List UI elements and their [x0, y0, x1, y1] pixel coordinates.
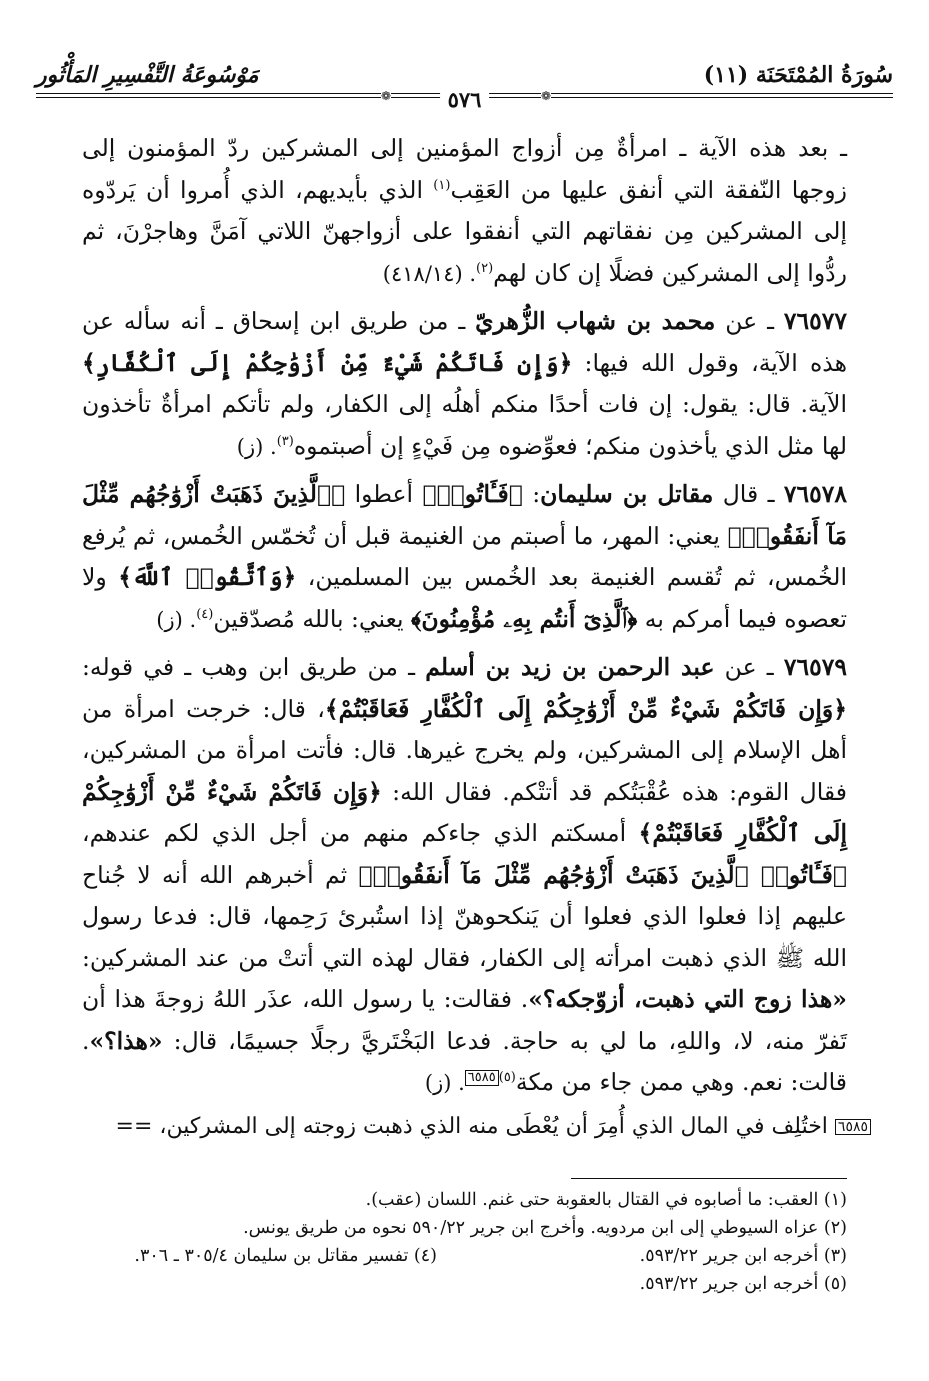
book-title: مَوْسُوعَةُ التَّفْسِيرِ المَأْثُور — [36, 62, 259, 88]
footnote: (٢) عزاه السيوطي إلى ابن مردويه. وأخرج ابن جرير ٥٩٠/٢٢ نحوه من طريق يونس. — [243, 1218, 847, 1238]
footnote: (٣) أخرجه ابن جرير ٥٩٣/٢٢. — [639, 1246, 847, 1266]
page-body — [82, 128, 847, 1105]
footnote-rule — [571, 1178, 847, 1179]
quran-quote: ﴿ٱلَّذِينَ ذَهَبَتْ أَزْوَٰجُهُم مِّثْلَ مَآ أَنفَقُوا۟﴾ — [82, 480, 847, 550]
source-ref: . (ز) — [236, 434, 277, 459]
note-ref-box: ٦٥٨٥ — [465, 1070, 499, 1086]
quran-quote: ﴿فَـَٔاتُوا۟﴾ — [422, 480, 523, 508]
ornament-icon: ❁ — [381, 89, 392, 103]
footnote: (١) العقب: ما أصابوه في القتال بالعقوبة حتى غنم. اللسان (عقب). — [365, 1190, 847, 1210]
footnote-marker: (٤) — [196, 606, 214, 622]
source-ref: . (ز) — [424, 1071, 465, 1095]
page-number: ٥٧٦ — [440, 90, 490, 110]
quran-quote: ﴿وَإِن فَاتَكُمْ شَيْءٌ مِّنْ أَزْوَٰجِكُمْ إِلَى ٱلْكُفَّارِ﴾ — [82, 348, 573, 377]
quran-quote: ﴿وَإِن فَاتَكُمْ شَيْءٌ مِّنْ أَزْوَٰجِكُمْ إِلَى ٱلْكُفَّارِ فَعَاقَبْتُمْ﴾ — [82, 777, 848, 847]
footnote-marker: (٢) — [476, 260, 494, 276]
note-ref-box: ٦٥٨٥ — [835, 1119, 871, 1135]
source-ref: . (ز) — [156, 607, 197, 632]
editor-note — [51, 1112, 871, 1142]
surah-title: سُورَةُ المُمْتَحَنَة (١١) — [703, 62, 893, 88]
narrator-name: محمد بن شهاب الزُّهريّ — [475, 307, 716, 335]
footnote-marker: (٥) — [498, 1070, 516, 1086]
page-header — [36, 60, 893, 112]
paragraph: ـ بعد هذه الآية ـ امرأةٌ مِن أزواج المؤمنين إلى المشركين ردّ المؤمنون إلى زوجها النّفقة التي أنفق عليها من العَقِب$^{(١)}$ الذي بأيديهم، الذي أُمروا أن يَردّوه إلى المشركين مِن نفقاتهم التي أنفقوا على أزواجهنّ اللاتي آمَنَّ وهاجرْنَ، ثم ردُّوا إلى المشركين فضلًا إن كان لهم$^{(٢)}$. (٤١٨/١٤) — [82, 134, 847, 287]
athar-number: ٧٦٥٧٨ — [783, 480, 848, 508]
narrator-name: مقاتل بن سليمان — [540, 480, 714, 508]
paragraph: ٧٦٥٧٩ ـ عن عبد الرحمن بن زيد بن أسلم ـ من طريق ابن وهب ـ في قوله: ﴿وَإِن فَاتَكُمْ شَيْءٌ مِّنْ أَزْوَٰجِكُمْ إِلَى ٱلْكُفَّارِ فَعَاقَبْتُمْ﴾، قال: خرجت امرأة من أهل الإسلام إلى المشركين، ولم يخرج غيرها. قال: فأتت امرأة من المشركين، فقال القوم: هذه عُقْبَتُكم قد أتتْكم. فقال الله: ﴿وَإِن فَاتَكُمْ شَيْءٌ مِّنْ أَزْوَٰجِكُمْ إِلَى ٱلْكُفَّارِ فَعَاقَبْتُمْ﴾ أمسكتم الذي جاءكم منهم من أجل الذي لكم عندهم، ﴿فَـَٔاتُوا۟ ٱلَّذِينَ ذَهَبَتْ أَزْوَٰجُهُم مِّثْلَ مَآ أَنفَقُوا۟﴾ ثم أخبرهم الله أنه لا جُناح عليهم إذا فعلوا الذي فعلوا أن يَنكحوهنّ إذا استُبرئ رَحِمها، قال: فدعا رسول الله ﷺ الذي ذهبت امرأته إلى الكفار، فقال لهذه التي أتتْ من عند المشركين: «هذا زوج التي ذهبت، أزوّجكه؟». فقالت: يا رسول الله، عذَر اللهُ زوجةَ هذا أن تَفرّ منه، لا، واللهِ، ما لي به حاجة. فدعا البَخْتَريَّ رجلًا جسيمًا، قال: «هذا؟». قالت: نعم. وهي ممن جاء من مكة$^{(٥)}$٦٥٨٥. (ز) — [82, 653, 848, 1096]
footnote-marker: (٣) — [276, 433, 294, 449]
source-ref: . (٤١٨/١٤) — [382, 261, 477, 286]
footnote-row — [82, 1242, 847, 1270]
footnote: (٥) أخرجه ابن جرير ٥٩٣/٢٢. — [639, 1274, 847, 1294]
footnote: (٤) تفسير مقاتل بن سليمان ٣٠٥/٤ ـ ٣٠٦. — [134, 1246, 437, 1266]
prophet-quote: «هذا؟» — [89, 1026, 163, 1055]
paragraph: ٧٦٥٧٨ ـ قال مقاتل بن سليمان: ﴿فَـَٔاتُوا۟﴾ أعطوا ﴿ٱلَّذِينَ ذَهَبَتْ أَزْوَٰجُهُم مِّثْلَ مَآ أَنفَقُوا۟﴾ يعني: المهر، ما أصبتم من الغنيمة قبل أن تُخمّس الخُمس، ثم يُرفع الخُمس، ثم تُقسم الغنيمة بعد الخُمس بين المسلمين، ﴿وَٱتَّقُوا۟ ٱللَّهَ﴾ ولا تعصوه فيما أمركم به ﴿ٱلَّذِىٓ أَنتُم بِهِۦ مُؤْمِنُونَ﴾ يعني: بالله مُصدّقين$^{(٤)}$. (ز) — [82, 480, 848, 633]
quran-quote: ﴿وَإِن فَاتَكُمْ شَيْءٌ مِّنْ أَزْوَٰجِكُمْ إِلَى ٱلْكُفَّارِ فَعَاقَبْتُمْ﴾ — [324, 694, 847, 723]
quran-quote: ﴿وَٱتَّقُوا۟ ٱللَّهَ﴾ — [118, 563, 297, 591]
paragraph: ٧٦٥٧٧ ـ عن محمد بن شهاب الزُّهريّ ـ من طريق ابن إسحاق ـ أنه سأله عن هذه الآية، وقول الله فيها: ﴿وَإِن فَاتَكُمْ شَيْءٌ مِّنْ أَزْوَٰجِكُمْ إِلَى ٱلْكُفَّارِ﴾ الآية. قال: يقول: إن فات أحدًا منكم أهلُه إلى الكفار، ولم تأتكم امرأةٌ تأخذون لها مثل الذي يأخذون منكم؛ فعوِّضوه مِن فَيْءٍ إن أصبتموه$^{(٣)}$. (ز) — [82, 307, 847, 460]
footnote-marker: (١) — [433, 177, 451, 193]
athar-number: ٧٦٥٧٩ — [783, 653, 847, 681]
footnotes — [82, 1186, 847, 1298]
prophet-quote: «هذا زوج التي ذهبت، أزوّجكه؟» — [528, 985, 847, 1013]
note-text: اختُلِف في المال الذي أُمِرَ أن يُعْطَى منه الذي ذهبت زوجته إلى المشركين، == — [115, 1114, 828, 1139]
athar-number: ٧٦٥٧٧ — [783, 307, 847, 335]
quran-quote: ﴿ٱلَّذِىٓ أَنتُم بِهِۦ مُؤْمِنُونَ﴾ — [410, 604, 638, 633]
ornament-icon: ❁ — [541, 89, 552, 103]
narrator-name: عبد الرحمن بن زيد بن أسلم — [425, 653, 715, 681]
quran-quote: ﴿فَـَٔاتُوا۟ ٱلَّذِينَ ذَهَبَتْ أَزْوَٰجُهُم مِّثْلَ مَآ أَنفَقُوا۟﴾ — [358, 860, 847, 889]
